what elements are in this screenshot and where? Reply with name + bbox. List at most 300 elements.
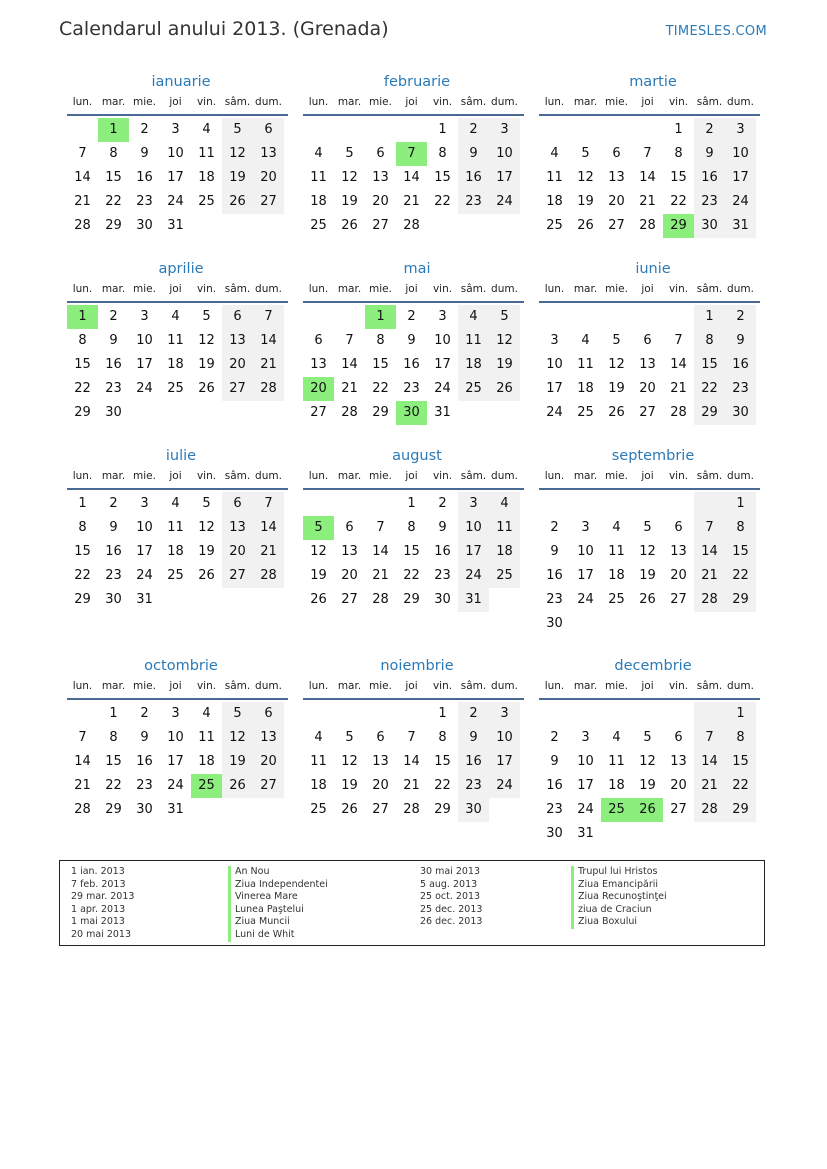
holiday-day-cell[interactable]: 30 (396, 401, 427, 425)
day-cell[interactable]: 11 (310, 170, 327, 185)
day-cell[interactable]: 28 (694, 588, 725, 612)
day-cell[interactable]: 6 (314, 333, 323, 348)
day-cell[interactable]: 10 (167, 730, 184, 745)
day-cell[interactable]: 5 (202, 309, 211, 324)
day-cell[interactable]: 7 (694, 726, 725, 750)
day-cell[interactable]: 27 (310, 405, 327, 420)
day-cell[interactable]: 27 (670, 592, 687, 607)
day-cell[interactable]: 22 (403, 568, 420, 583)
day-cell[interactable]: 7 (78, 146, 87, 161)
day-cell[interactable]: 11 (458, 329, 489, 353)
day-cell[interactable]: 22 (725, 564, 756, 588)
day-cell[interactable]: 15 (725, 540, 756, 564)
day-cell[interactable]: 9 (407, 333, 416, 348)
day-cell[interactable]: 26 (341, 218, 358, 233)
day-cell[interactable]: 3 (581, 730, 590, 745)
day-cell[interactable]: 27 (670, 802, 687, 817)
day-cell[interactable]: 20 (670, 568, 687, 583)
day-cell[interactable]: 19 (198, 544, 215, 559)
day-cell[interactable]: 27 (222, 564, 253, 588)
day-cell[interactable]: 2 (109, 309, 118, 324)
day-cell[interactable]: 1 (725, 702, 756, 726)
day-cell[interactable]: 2 (725, 305, 756, 329)
day-cell[interactable]: 21 (341, 381, 358, 396)
day-cell[interactable]: 24 (546, 405, 563, 420)
day-cell[interactable]: 1 (438, 706, 447, 721)
day-cell[interactable]: 4 (171, 496, 180, 511)
day-cell[interactable]: 19 (577, 194, 594, 209)
day-cell[interactable]: 15 (105, 754, 122, 769)
day-cell[interactable]: 16 (458, 750, 489, 774)
day-cell[interactable]: 8 (438, 146, 447, 161)
day-cell[interactable]: 5 (643, 730, 652, 745)
day-cell[interactable]: 24 (167, 778, 184, 793)
day-cell[interactable]: 13 (310, 357, 327, 372)
day-cell[interactable]: 11 (167, 333, 184, 348)
day-cell[interactable]: 23 (694, 190, 725, 214)
day-cell[interactable]: 4 (202, 706, 211, 721)
day-cell[interactable]: 28 (253, 564, 284, 588)
day-cell[interactable]: 13 (639, 357, 656, 372)
day-cell[interactable]: 16 (546, 778, 563, 793)
day-cell[interactable]: 20 (222, 353, 253, 377)
holiday-day-cell[interactable]: 1 (365, 305, 396, 329)
day-cell[interactable]: 5 (345, 146, 354, 161)
day-cell[interactable]: 20 (372, 194, 389, 209)
day-cell[interactable]: 22 (434, 778, 451, 793)
day-cell[interactable]: 14 (74, 170, 91, 185)
day-cell[interactable]: 8 (407, 520, 416, 535)
day-cell[interactable]: 18 (489, 540, 520, 564)
day-cell[interactable]: 6 (674, 520, 683, 535)
day-cell[interactable]: 19 (608, 381, 625, 396)
day-cell[interactable]: 23 (546, 592, 563, 607)
day-cell[interactable]: 14 (639, 170, 656, 185)
day-cell[interactable]: 30 (725, 401, 756, 425)
day-cell[interactable]: 3 (489, 702, 520, 726)
day-cell[interactable]: 25 (198, 194, 215, 209)
day-cell[interactable]: 26 (198, 568, 215, 583)
day-cell[interactable]: 27 (341, 592, 358, 607)
day-cell[interactable]: 27 (253, 190, 284, 214)
day-cell[interactable]: 6 (222, 492, 253, 516)
day-cell[interactable]: 24 (725, 190, 756, 214)
day-cell[interactable]: 17 (725, 166, 756, 190)
day-cell[interactable]: 18 (608, 568, 625, 583)
day-cell[interactable]: 21 (403, 194, 420, 209)
day-cell[interactable]: 4 (612, 520, 621, 535)
day-cell[interactable]: 25 (489, 564, 520, 588)
holiday-day-cell[interactable]: 1 (98, 118, 129, 142)
day-cell[interactable]: 28 (694, 798, 725, 822)
day-cell[interactable]: 2 (407, 309, 416, 324)
day-cell[interactable]: 29 (403, 592, 420, 607)
day-cell[interactable]: 5 (643, 520, 652, 535)
day-cell[interactable]: 22 (372, 381, 389, 396)
day-cell[interactable]: 3 (438, 309, 447, 324)
day-cell[interactable]: 18 (310, 194, 327, 209)
day-cell[interactable]: 5 (581, 146, 590, 161)
day-cell[interactable]: 17 (434, 357, 451, 372)
day-cell[interactable]: 7 (345, 333, 354, 348)
day-cell[interactable]: 29 (372, 405, 389, 420)
day-cell[interactable]: 23 (458, 774, 489, 798)
day-cell[interactable]: 18 (577, 381, 594, 396)
day-cell[interactable]: 3 (171, 122, 180, 137)
day-cell[interactable]: 16 (434, 544, 451, 559)
day-cell[interactable]: 6 (253, 118, 284, 142)
day-cell[interactable]: 23 (403, 381, 420, 396)
day-cell[interactable]: 20 (341, 568, 358, 583)
day-cell[interactable]: 12 (310, 544, 327, 559)
day-cell[interactable]: 26 (198, 381, 215, 396)
day-cell[interactable]: 23 (105, 568, 122, 583)
brand-logo[interactable]: TIMESLES.COM (665, 24, 767, 39)
day-cell[interactable]: 1 (78, 496, 87, 511)
day-cell[interactable]: 3 (581, 520, 590, 535)
day-cell[interactable]: 1 (438, 122, 447, 137)
day-cell[interactable]: 19 (639, 778, 656, 793)
day-cell[interactable]: 19 (310, 568, 327, 583)
day-cell[interactable]: 14 (372, 544, 389, 559)
day-cell[interactable]: 14 (253, 516, 284, 540)
day-cell[interactable]: 9 (109, 333, 118, 348)
day-cell[interactable]: 5 (202, 496, 211, 511)
day-cell[interactable]: 12 (198, 333, 215, 348)
day-cell[interactable]: 13 (341, 544, 358, 559)
day-cell[interactable]: 12 (341, 754, 358, 769)
day-cell[interactable]: 18 (608, 778, 625, 793)
day-cell[interactable]: 5 (489, 305, 520, 329)
day-cell[interactable]: 11 (546, 170, 563, 185)
day-cell[interactable]: 22 (670, 194, 687, 209)
day-cell[interactable]: 13 (670, 544, 687, 559)
day-cell[interactable]: 31 (167, 802, 184, 817)
day-cell[interactable]: 7 (407, 730, 416, 745)
day-cell[interactable]: 10 (136, 520, 153, 535)
day-cell[interactable]: 19 (489, 353, 520, 377)
day-cell[interactable]: 21 (639, 194, 656, 209)
day-cell[interactable]: 23 (434, 568, 451, 583)
day-cell[interactable]: 16 (136, 754, 153, 769)
day-cell[interactable]: 9 (438, 520, 447, 535)
day-cell[interactable]: 11 (608, 544, 625, 559)
holiday-day-cell[interactable]: 20 (303, 377, 334, 401)
day-cell[interactable]: 16 (105, 357, 122, 372)
day-cell[interactable]: 11 (310, 754, 327, 769)
day-cell[interactable]: 17 (577, 568, 594, 583)
day-cell[interactable]: 15 (694, 353, 725, 377)
day-cell[interactable]: 20 (670, 778, 687, 793)
day-cell[interactable]: 1 (725, 492, 756, 516)
day-cell[interactable]: 10 (577, 754, 594, 769)
day-cell[interactable]: 10 (458, 516, 489, 540)
day-cell[interactable]: 1 (109, 706, 118, 721)
day-cell[interactable]: 31 (458, 588, 489, 612)
day-cell[interactable]: 1 (407, 496, 416, 511)
day-cell[interactable]: 5 (345, 730, 354, 745)
day-cell[interactable]: 30 (458, 798, 489, 822)
day-cell[interactable]: 22 (694, 377, 725, 401)
day-cell[interactable]: 4 (489, 492, 520, 516)
day-cell[interactable]: 26 (341, 802, 358, 817)
day-cell[interactable]: 6 (222, 305, 253, 329)
day-cell[interactable]: 21 (372, 568, 389, 583)
holiday-day-cell[interactable]: 5 (303, 516, 334, 540)
day-cell[interactable]: 18 (198, 170, 215, 185)
day-cell[interactable]: 10 (489, 726, 520, 750)
day-cell[interactable]: 2 (550, 520, 559, 535)
day-cell[interactable]: 15 (105, 170, 122, 185)
day-cell[interactable]: 8 (109, 730, 118, 745)
day-cell[interactable]: 30 (434, 592, 451, 607)
day-cell[interactable]: 10 (136, 333, 153, 348)
day-cell[interactable]: 17 (546, 381, 563, 396)
day-cell[interactable]: 17 (577, 778, 594, 793)
day-cell[interactable]: 6 (376, 730, 385, 745)
day-cell[interactable]: 25 (167, 381, 184, 396)
day-cell[interactable]: 18 (167, 357, 184, 372)
day-cell[interactable]: 22 (725, 774, 756, 798)
day-cell[interactable]: 14 (403, 170, 420, 185)
day-cell[interactable]: 16 (105, 544, 122, 559)
day-cell[interactable]: 28 (253, 377, 284, 401)
holiday-day-cell[interactable]: 26 (632, 798, 663, 822)
day-cell[interactable]: 17 (458, 540, 489, 564)
day-cell[interactable]: 29 (694, 401, 725, 425)
day-cell[interactable]: 25 (608, 592, 625, 607)
day-cell[interactable]: 24 (458, 564, 489, 588)
day-cell[interactable]: 8 (78, 333, 87, 348)
day-cell[interactable]: 4 (171, 309, 180, 324)
day-cell[interactable]: 25 (577, 405, 594, 420)
day-cell[interactable]: 4 (581, 333, 590, 348)
day-cell[interactable]: 10 (725, 142, 756, 166)
day-cell[interactable]: 3 (550, 333, 559, 348)
day-cell[interactable]: 30 (105, 592, 122, 607)
day-cell[interactable]: 24 (489, 774, 520, 798)
day-cell[interactable]: 1 (694, 305, 725, 329)
day-cell[interactable]: 24 (136, 381, 153, 396)
day-cell[interactable]: 10 (546, 357, 563, 372)
day-cell[interactable]: 12 (639, 754, 656, 769)
day-cell[interactable]: 12 (608, 357, 625, 372)
day-cell[interactable]: 16 (694, 166, 725, 190)
day-cell[interactable]: 26 (489, 377, 520, 401)
day-cell[interactable]: 10 (489, 142, 520, 166)
day-cell[interactable]: 9 (140, 146, 149, 161)
day-cell[interactable]: 4 (314, 146, 323, 161)
day-cell[interactable]: 30 (546, 616, 563, 631)
day-cell[interactable]: 16 (546, 568, 563, 583)
day-cell[interactable]: 11 (198, 730, 215, 745)
day-cell[interactable]: 26 (222, 190, 253, 214)
day-cell[interactable]: 17 (136, 357, 153, 372)
day-cell[interactable]: 23 (136, 778, 153, 793)
day-cell[interactable]: 2 (694, 118, 725, 142)
day-cell[interactable]: 21 (253, 353, 284, 377)
day-cell[interactable]: 15 (74, 544, 91, 559)
day-cell[interactable]: 26 (310, 592, 327, 607)
day-cell[interactable]: 8 (694, 329, 725, 353)
day-cell[interactable]: 2 (550, 730, 559, 745)
day-cell[interactable]: 8 (109, 146, 118, 161)
day-cell[interactable]: 20 (253, 750, 284, 774)
day-cell[interactable]: 12 (577, 170, 594, 185)
day-cell[interactable]: 3 (140, 309, 149, 324)
day-cell[interactable]: 11 (577, 357, 594, 372)
day-cell[interactable]: 12 (198, 520, 215, 535)
day-cell[interactable]: 23 (458, 190, 489, 214)
day-cell[interactable]: 6 (674, 730, 683, 745)
day-cell[interactable]: 31 (434, 405, 451, 420)
day-cell[interactable]: 3 (140, 496, 149, 511)
day-cell[interactable]: 15 (670, 170, 687, 185)
day-cell[interactable]: 11 (167, 520, 184, 535)
day-cell[interactable]: 20 (372, 778, 389, 793)
day-cell[interactable]: 30 (136, 802, 153, 817)
day-cell[interactable]: 28 (74, 218, 91, 233)
day-cell[interactable]: 23 (136, 194, 153, 209)
day-cell[interactable]: 14 (670, 357, 687, 372)
holiday-day-cell[interactable]: 29 (663, 214, 694, 238)
day-cell[interactable]: 17 (167, 170, 184, 185)
day-cell[interactable]: 30 (136, 218, 153, 233)
day-cell[interactable]: 24 (434, 381, 451, 396)
day-cell[interactable]: 28 (670, 405, 687, 420)
day-cell[interactable]: 28 (403, 802, 420, 817)
day-cell[interactable]: 31 (725, 214, 756, 238)
day-cell[interactable]: 28 (403, 218, 420, 233)
day-cell[interactable]: 14 (694, 750, 725, 774)
day-cell[interactable]: 24 (136, 568, 153, 583)
day-cell[interactable]: 19 (198, 357, 215, 372)
day-cell[interactable]: 18 (167, 544, 184, 559)
day-cell[interactable]: 7 (643, 146, 652, 161)
day-cell[interactable]: 9 (109, 520, 118, 535)
day-cell[interactable]: 7 (78, 730, 87, 745)
day-cell[interactable]: 22 (105, 194, 122, 209)
day-cell[interactable]: 26 (608, 405, 625, 420)
day-cell[interactable]: 13 (372, 170, 389, 185)
day-cell[interactable]: 18 (198, 754, 215, 769)
day-cell[interactable]: 29 (725, 588, 756, 612)
day-cell[interactable]: 3 (489, 118, 520, 142)
day-cell[interactable]: 11 (608, 754, 625, 769)
day-cell[interactable]: 22 (74, 568, 91, 583)
day-cell[interactable]: 19 (222, 166, 253, 190)
holiday-day-cell[interactable]: 25 (601, 798, 632, 822)
day-cell[interactable]: 9 (458, 142, 489, 166)
day-cell[interactable]: 24 (489, 190, 520, 214)
day-cell[interactable]: 8 (725, 726, 756, 750)
day-cell[interactable]: 27 (639, 405, 656, 420)
day-cell[interactable]: 14 (694, 540, 725, 564)
day-cell[interactable]: 3 (458, 492, 489, 516)
day-cell[interactable]: 19 (222, 750, 253, 774)
day-cell[interactable]: 3 (171, 706, 180, 721)
day-cell[interactable]: 15 (74, 357, 91, 372)
day-cell[interactable]: 9 (140, 730, 149, 745)
day-cell[interactable]: 24 (577, 592, 594, 607)
day-cell[interactable]: 16 (725, 353, 756, 377)
day-cell[interactable]: 26 (639, 592, 656, 607)
holiday-day-cell[interactable]: 25 (191, 774, 222, 798)
day-cell[interactable]: 6 (345, 520, 354, 535)
day-cell[interactable]: 6 (612, 146, 621, 161)
day-cell[interactable]: 13 (608, 170, 625, 185)
day-cell[interactable]: 29 (74, 405, 91, 420)
day-cell[interactable]: 16 (403, 357, 420, 372)
holiday-day-cell[interactable]: 1 (67, 305, 98, 329)
day-cell[interactable]: 9 (694, 142, 725, 166)
day-cell[interactable]: 9 (550, 544, 559, 559)
day-cell[interactable]: 21 (253, 540, 284, 564)
day-cell[interactable]: 1 (674, 122, 683, 137)
day-cell[interactable]: 26 (222, 774, 253, 798)
day-cell[interactable]: 10 (577, 544, 594, 559)
day-cell[interactable]: 4 (458, 305, 489, 329)
day-cell[interactable]: 22 (434, 194, 451, 209)
day-cell[interactable]: 6 (376, 146, 385, 161)
day-cell[interactable]: 5 (222, 702, 253, 726)
day-cell[interactable]: 14 (341, 357, 358, 372)
day-cell[interactable]: 31 (577, 826, 594, 841)
day-cell[interactable]: 29 (434, 802, 451, 817)
day-cell[interactable]: 14 (403, 754, 420, 769)
day-cell[interactable]: 13 (372, 754, 389, 769)
day-cell[interactable]: 12 (489, 329, 520, 353)
day-cell[interactable]: 17 (489, 750, 520, 774)
day-cell[interactable]: 12 (222, 726, 253, 750)
day-cell[interactable]: 20 (222, 540, 253, 564)
day-cell[interactable]: 31 (167, 218, 184, 233)
day-cell[interactable]: 13 (222, 329, 253, 353)
day-cell[interactable]: 16 (136, 170, 153, 185)
day-cell[interactable]: 17 (167, 754, 184, 769)
day-cell[interactable]: 19 (341, 778, 358, 793)
day-cell[interactable]: 28 (639, 218, 656, 233)
day-cell[interactable]: 5 (222, 118, 253, 142)
day-cell[interactable]: 15 (372, 357, 389, 372)
day-cell[interactable]: 27 (253, 774, 284, 798)
day-cell[interactable]: 17 (489, 166, 520, 190)
day-cell[interactable]: 13 (253, 726, 284, 750)
day-cell[interactable]: 12 (639, 544, 656, 559)
day-cell[interactable]: 13 (222, 516, 253, 540)
day-cell[interactable]: 13 (670, 754, 687, 769)
day-cell[interactable]: 4 (202, 122, 211, 137)
day-cell[interactable]: 26 (577, 218, 594, 233)
day-cell[interactable]: 21 (403, 778, 420, 793)
day-cell[interactable]: 9 (550, 754, 559, 769)
day-cell[interactable]: 6 (643, 333, 652, 348)
day-cell[interactable]: 25 (546, 218, 563, 233)
day-cell[interactable]: 27 (372, 802, 389, 817)
day-cell[interactable]: 2 (140, 122, 149, 137)
day-cell[interactable]: 19 (639, 568, 656, 583)
day-cell[interactable]: 23 (725, 377, 756, 401)
day-cell[interactable]: 29 (105, 218, 122, 233)
day-cell[interactable]: 2 (438, 496, 447, 511)
day-cell[interactable]: 25 (310, 802, 327, 817)
day-cell[interactable]: 18 (310, 778, 327, 793)
day-cell[interactable]: 7 (674, 333, 683, 348)
day-cell[interactable]: 21 (74, 194, 91, 209)
day-cell[interactable]: 4 (612, 730, 621, 745)
day-cell[interactable]: 7 (253, 305, 284, 329)
day-cell[interactable]: 15 (434, 754, 451, 769)
